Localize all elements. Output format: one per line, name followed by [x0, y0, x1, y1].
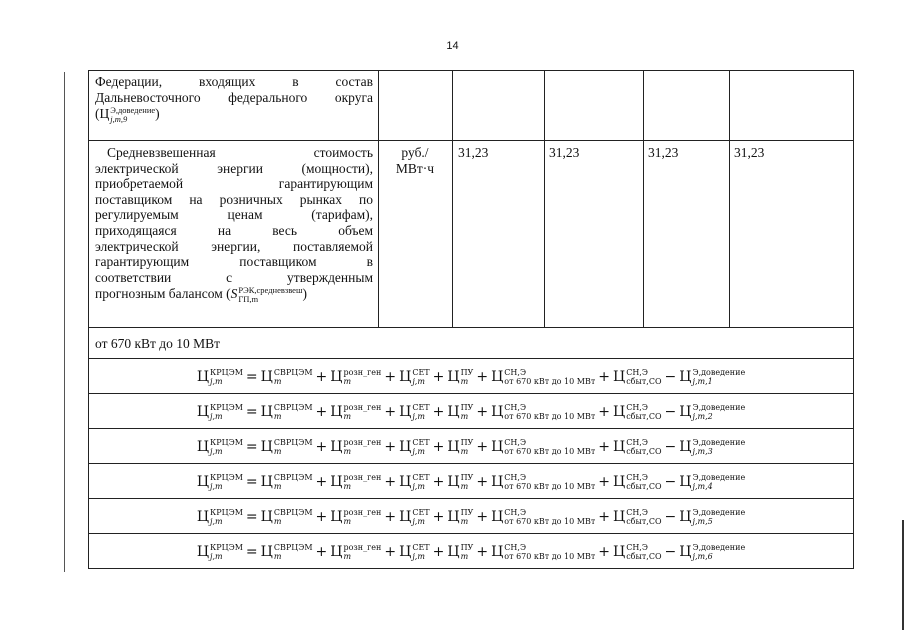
section-label: от 670 кВт до 10 МВт [95, 336, 221, 351]
row-a-word: Федерации, [95, 74, 163, 89]
row-a-word: в [292, 74, 299, 89]
desc-line: гарантирующим поставщиком в [95, 254, 373, 270]
desc-line: электрической энергии, поставляемой [95, 238, 373, 254]
row-a-word: состав [335, 74, 373, 89]
value-cell: 31,23 [458, 145, 489, 160]
unit-line: МВт·ч [395, 160, 435, 176]
value-cell: 31,23 [549, 145, 580, 160]
row-a-word: входящих [198, 74, 256, 89]
unit-cell [382, 145, 448, 176]
page-number: 14 [446, 40, 459, 52]
value-cell: 31,23 [648, 145, 679, 160]
row-b-description [95, 145, 373, 304]
scan-edge-left [64, 72, 65, 572]
scan-edge-right [902, 520, 904, 630]
desc-line: электрической энергии (мощности), [95, 160, 373, 176]
desc-line: регулируемым ценам (тарифам), [95, 207, 373, 223]
formula-row: Ц КРЦЭМ j,m = Ц СВРЦЭМ m + Ц розн_ген m + Ц СЕТ j,m + Ц ПУ m + Ц СН,Э от 670 кВт до 10 МВт + Ц СН,Э сбыт,СО − Ц Э,доведение j,m,6 [196, 543, 746, 561]
desc-line: Средневзвешенная стоимость [107, 145, 373, 160]
formula-row: Ц КРЦЭМ j,m = Ц СВРЦЭМ m + Ц розн_ген m + Ц СЕТ j,m + Ц ПУ m + Ц СН,Э от 670 кВт до 10 МВт + Ц СН,Э сбыт,СО − Ц Э,доведение j,m,2 [196, 403, 746, 421]
formula-row: Ц КРЦЭМ j,m = Ц СВРЦЭМ m + Ц розн_ген m + Ц СЕТ j,m + Ц ПУ m + Ц СН,Э от 670 кВт до 10 МВт + Ц СН,Э сбыт,СО − Ц Э,доведение j,m,4 [196, 473, 746, 491]
row-a-line2: Дальневосточного федерального округа [95, 89, 373, 105]
formula-row: Ц КРЦЭМ j,m = Ц СВРЦЭМ m + Ц розн_ген m + Ц СЕТ j,m + Ц ПУ m + Ц СН,Э от 670 кВт до 10 МВт + Ц СН,Э сбыт,СО − Ц Э,доведение j,m,3 [196, 438, 746, 456]
formula-row: Ц КРЦЭМ j,m = Ц СВРЦЭМ m + Ц розн_ген m + Ц СЕТ j,m + Ц ПУ m + Ц СН,Э от 670 кВт до 10 МВт + Ц СН,Э сбыт,СО − Ц Э,доведение j,m,5 [196, 508, 746, 526]
desc-line: приходящаяся на весь объем [95, 222, 373, 238]
row-a-description [95, 74, 373, 124]
formula-row: Ц КРЦЭМ j,m = Ц СВРЦЭМ m + Ц розн_ген m + Ц СЕТ j,m + Ц ПУ m + Ц СН,Э от 670 кВт до 10 МВт + Ц СН,Э сбыт,СО − Ц Э,доведение j,m,1 [196, 368, 746, 386]
desc-line: поставщиком на розничных рынках по [95, 191, 373, 207]
tariff-table [88, 70, 854, 569]
unit-line: руб./ [401, 145, 429, 160]
desc-line: соответствии с утвержденным [95, 269, 373, 285]
desc-last-line: прогнозным балансом (S РЭК,средневзвеш ГП,m ) [95, 285, 307, 305]
row-a-symbol: (Ц Э,доведение j,m,9 ) [95, 105, 160, 125]
desc-line: приобретаемой гарантирующим [95, 176, 373, 192]
value-cell: 31,23 [734, 145, 765, 160]
